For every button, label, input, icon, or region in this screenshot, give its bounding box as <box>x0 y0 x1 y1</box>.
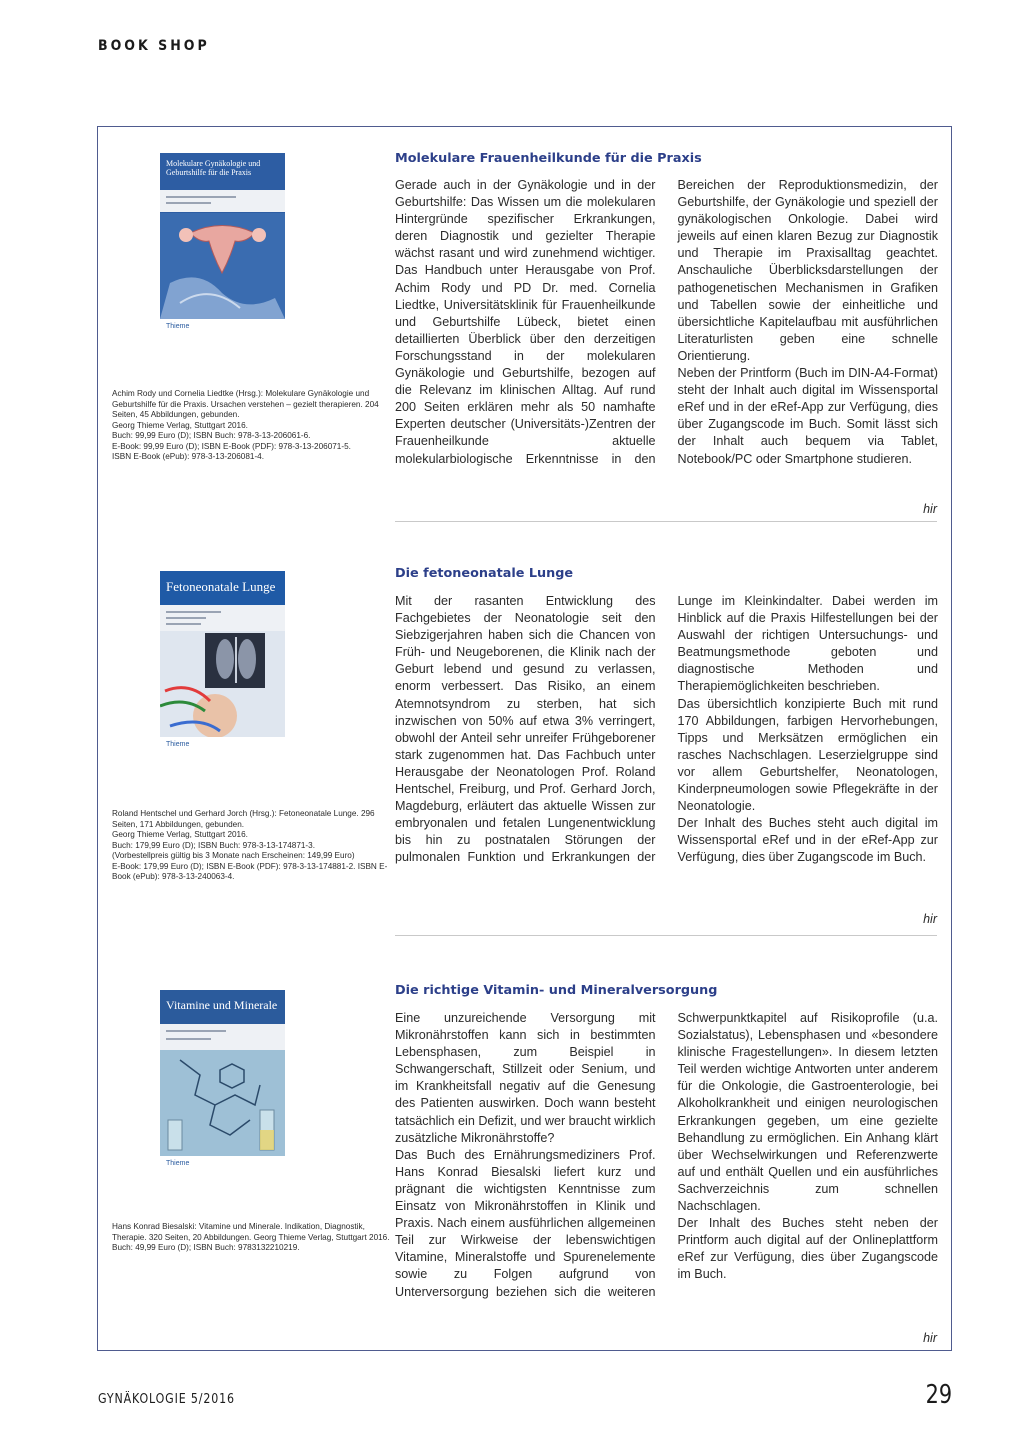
citation-line: E-Book: 179,99 Euro (D); ISBN E-Book (PDF): 978-3-13-174881-2. ISBN E-Book (ePub): 978-3-13-240063-4. <box>112 861 388 881</box>
cover-title: Vitamine und Minerale <box>166 998 278 1012</box>
cover-band <box>160 605 285 631</box>
book-cover <box>160 990 285 1174</box>
review-title: Die fetoneonatale Lunge <box>395 566 574 581</box>
citation-line: Roland Hentschel und Gerhard Jorch (Hrsg.): Fetoneonatale Lunge. 296 Seiten, 171 Abbildungen, gebunden. <box>112 809 375 829</box>
book-citation <box>112 1222 392 1254</box>
publisher-logo: Thieme <box>160 319 285 337</box>
citation-line: Buch: 49,99 Euro (D); ISBN Buch: 9783132210219. <box>112 1243 300 1252</box>
citation-line: Achim Rody und Cornelia Liedtke (Hrsg.): Molekulare Gynäkologie und Geburtshilfe für die Praxis. Ursachen verstehen – gezielt therapieren. 204 Seiten, 45 Abbildungen, gebunden. <box>112 389 379 419</box>
cover-band <box>160 1024 285 1050</box>
review-paragraph: Der Inhalt des Buches steht auch digital im Wissensportal eRef und in der eRef-App zur Verfügung, dies über Zugangscode im Buch. <box>677 816 938 865</box>
page-number: 29 <box>925 1380 952 1410</box>
book-citation <box>112 389 392 463</box>
citation-line: Buch: 179,99 Euro (D); ISBN Buch: 978-3-13-174871-3. <box>112 840 315 850</box>
citation-line: Georg Thieme Verlag, Stuttgart 2016. <box>112 420 248 430</box>
publisher-logo: Thieme <box>160 1156 285 1174</box>
book-cover <box>160 571 285 755</box>
review-title: Molekulare Frauenheilkunde für die Praxis <box>395 151 702 166</box>
book-review-frame <box>97 126 952 1351</box>
publisher-logo: Thieme <box>160 737 285 755</box>
citation-line: E-Book: 99,99 Euro (D); ISBN E-Book (PDF): 978-3-13-206071-5. <box>112 441 351 451</box>
author-initials: hir <box>923 502 937 516</box>
book-entry <box>98 523 951 938</box>
review-paragraph: Das Buch des Ernährungsmediziners Prof. Hans Konrad Biesalski liefert kurz und prägnant die wichtigsten Kenntnisse zum Einsatz von Mikronährstoffen in Klinik und Praxis. Nach einem ausführlichen allgemeinen Teil zur Wirkweise der lebenswichtigen Vitamine, Mineralstoffe und Spurenelemente sowie zu Folgen aufgrund von Unterversorgung beziehen sich die weiteren Schwerpunktkapitel auf Risikoprofile (u.a. Sozialstatus), Lebensphasen und «besondere klinische Fragestellungen». In diesem letzten Teil werden wichtige Antworten unter anderem für die Onkologie, die Gastroenterologie, bei Alkoholkrankheit und einigen neurologischen Erkrankungen gegeben, um eine gezielte Behandlung zu ermöglichen. Ein Anhang klärt über Wechselwirkungen und Referenzwerte auf und enthält Quellen und ein ausführliches Sachverzeichnis zum schnellen Nachschlagen. <box>395 1011 938 1299</box>
section-title: BOOK SHOP <box>98 38 210 54</box>
review-title: Die richtige Vitamin- und Mineralversorgung <box>395 983 718 998</box>
review-paragraph: Der Inhalt des Buches steht neben der Printform auch digital auf der Onlineplattform eRef zur Verfügung, dies über Zugangscode im Buch. <box>677 1216 938 1282</box>
review-paragraph: Eine unzureichende Versorgung mit Mikronährstoffen kann sich in bestimmten Lebensphasen, zum Beispiel in Schwangerschaft, Stillzeit oder Senium, und im Krankheitsfall negativ auf die Genesung des Patienten auswirken. Doch wann besteht tatsächlich ein Defizit, und wer braucht wirklich zusätzliche Mikronährstoffe? <box>395 1011 656 1145</box>
review-body <box>395 1010 938 1337</box>
review-paragraph: Gerade auch in der Gynäkologie und in der Geburtshilfe: Das Wissen um die molekularen Hintergründe spezifischer Erkrankungen, deren Diagnostik und gezielter Therapie wächst rasant und wird zunehmend wichtiger. Das Handbuch unter Herausgabe von Prof. Achim Rody und PD Dr. med. Cornelia Liedtke, Universitätsklinik für Frauenheilkunde und Geburtshilfe Lübeck, bietet einen detaillierten Überblick über den derzeitigen Forschungsstand in der molekularen Gynäkologie und Geburtshilfe, bezogen auf die Relevanz im klinischen Alltag. Auf rund 200 Seiten erklären mehr als 50 namhafte Experten deutscher (Universitäts-)Zentren der Frauenheilkunde aktuelle molekularbiologische Erkenntnisse in den Bereichen der Reproduktionsmedizin, der Geburtshilfe, der Gynäkologie und speziell der gynäkologischen Onkologie. Dabei wird jeweils auf einen klaren Bezug zur Diagnostik und Therapie im Praxisalltag geachtet. Anschauliche Überblicksdarstellungen der pathogenetischen Mechanismen in Grafiken und Tabellen sowie der einheitliche und übersichtliche Kapitelaufbau mit ausführlichen Literaturlisten geben eine schnelle Orientierung. <box>395 178 938 466</box>
author-initials: hir <box>923 1331 937 1345</box>
author-initials: hir <box>923 912 937 926</box>
cover-title: Fetoneonatale Lunge <box>166 579 276 594</box>
journal-issue: GYNÄKOLOGIE 5/2016 <box>98 1392 235 1407</box>
book-citation <box>112 809 392 883</box>
citation-line: Buch: 99,99 Euro (D); ISBN Buch: 978-3-13-206061-6. <box>112 431 311 440</box>
review-body <box>395 593 938 918</box>
review-paragraph: Neben der Printform (Buch im DIN-A4-Format) steht der Inhalt auch digital im Wissensportal eRef und in der eRef-App zur Verfügung, dies über Zugangscode im Buch. Somit lässt sich der Inhalt auch bequem via Tablet, Notebook/PC oder Smartphone studieren. <box>677 366 938 466</box>
citation-line: (Vorbestellpreis gültig bis 3 Monate nach Erscheinen: 149,99 Euro) <box>112 851 355 860</box>
divider <box>395 521 937 522</box>
review-body <box>395 177 938 518</box>
citation-line: Georg Thieme Verlag, Stuttgart 2016. <box>112 830 248 839</box>
citation-line: ISBN E-Book (ePub): 978-3-13-206081-4. <box>112 452 265 461</box>
book-cover <box>160 153 285 337</box>
molecule-illustration <box>160 1050 285 1156</box>
uterus-illustration <box>160 213 285 319</box>
review-paragraph: Mit der rasanten Entwicklung des Fachgebietes der Neonatologie seit den Siebzigerjahren haben sich die Chancen von Früh- und Neugeborenen, die Klinik nach der Geburt lebend und gesund zu verlassen, enorm verbessert. Das Risiko, an einem Atemnotsyndrom zu sterben, hat sich inzwischen von 50% auf etwa 3% verringert, obwohl der Anteil sehr unreifer Frühgeborener stark zugenommen hat. Das Fachbuch unter Herausgabe der Neonatologen Prof. Roland Hentschel, Freiburg, und Prof. Gerhard Jorch, Magdeburg, erläutert das aktuelle Wissen zur embryonalen und fetalen Lungenentwicklung bis hin zu postnatalen Störungen der pulmonalen Funktion und Erkrankungen der Lunge im Kleinkindalter. Dabei werden im Hinblick auf die Praxis Hilfestellungen bei der Auswahl der richtigen Untersuchungs- und Beatmungsmethode geboten und diagnostische Methoden und Therapiemöglichkeiten beschrieben. <box>395 594 938 865</box>
review-paragraph: Das übersichtlich konzipierte Buch mit rund 170 Abbildungen, farbigen Hervorhebungen, Tipps und Merksätzen ermöglichen ein rasches Nachschlagen. Leserzielgruppe sind vor allem Geburtshelfer, Neonatologen, Kinderpneumologen sowie Pflegekräfte in der Neonatologie. <box>677 696 938 814</box>
lung-xray-illustration <box>160 631 285 737</box>
book-entry <box>98 938 951 1350</box>
book-entry <box>98 127 951 523</box>
divider <box>395 935 937 936</box>
cover-band <box>160 190 285 212</box>
citation-line: Hans Konrad Biesalski: Vitamine und Minerale. Indikation, Diagnostik, Therapie. 320 Seiten, 20 Abbildungen. Georg Thieme Verlag, Stuttgart 2016. <box>112 1222 390 1242</box>
cover-title: Molekulare Gynäkologie und Geburtshilfe für die Praxis <box>166 159 261 177</box>
